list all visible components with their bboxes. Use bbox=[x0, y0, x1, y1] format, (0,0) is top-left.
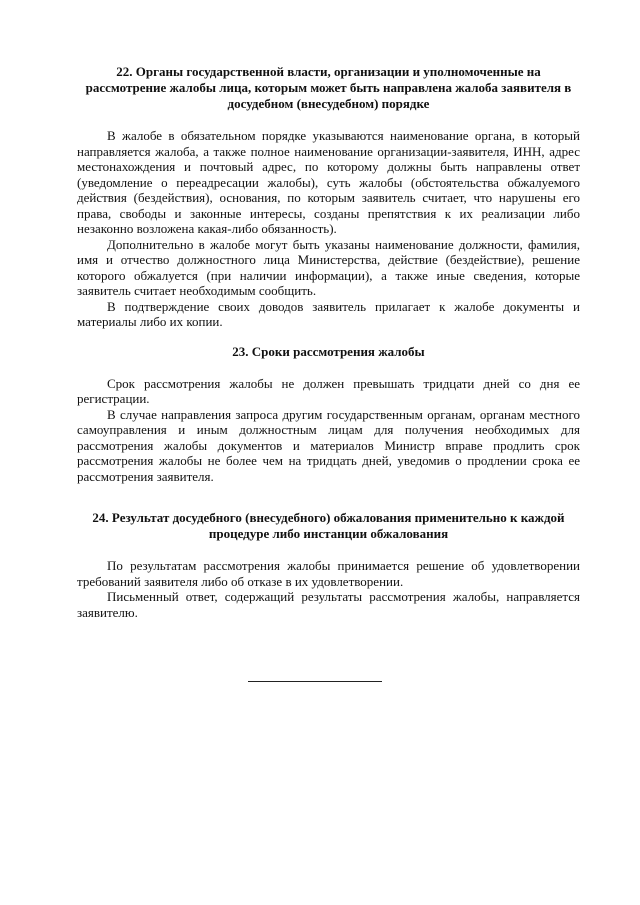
section-22-paragraph: В жалобе в обязательном порядке указываются наименование органа, в который направляется жалоба, а также полное наименование организации-заявителя, ИНН, адрес местонахождения и почтовый адрес, по которому должны быть направлены ответ (уведомление о переадресации жалобы), суть жалобы (обстоятельства обжалуемого действия (бездействия), основания, по которым заявитель считает, что нарушены его права, свободы и законные интересы, созданы препятствия к их реализации либо незаконно возложена какая-либо обязанность). bbox=[77, 128, 580, 236]
section-23-paragraph: Срок рассмотрения жалобы не должен превышать тридцати дней со дня ее регистрации. bbox=[77, 375, 580, 406]
section-24-heading: 24. Результат досудебного (внесудебного) обжалования применительно к каждой процедуре либо инстанции обжалования bbox=[92, 510, 565, 541]
section-23-paragraph: В случае направления запроса другим государственным органам, органам местного самоуправления и иным должностным лицам для получения необходимых для рассмотрения жалобы документов и материалов Министр вправе продлить срок рассмотрения жалобы не более чем на тридцать дней, уведомив о продлении срока ее рассмотрения заявителя. bbox=[77, 406, 580, 484]
section-22-heading: 22. Органы государственной власти, организации и уполномоченные на рассмотрение жалобы лица, которым может быть направлена жалоба заявителя в досудебном (внесудебном) порядке bbox=[85, 64, 572, 111]
section-23-heading: 23. Сроки рассмотрения жалобы bbox=[232, 343, 425, 359]
section-24-paragraph: Письменный ответ, содержащий результаты рассмотрения жалобы, направляется заявителю. bbox=[77, 589, 580, 620]
section-24 bbox=[77, 510, 580, 620]
section-24-paragraph: По результатам рассмотрения жалобы принимается решение об удовлетворении требований заявителя либо об отказе в их удовлетворении. bbox=[77, 558, 580, 589]
closing-rule bbox=[248, 681, 382, 682]
document-page bbox=[77, 64, 580, 620]
section-23 bbox=[77, 344, 580, 485]
section-22 bbox=[77, 64, 580, 330]
section-22-paragraph: В подтверждение своих доводов заявитель прилагает к жалобе документы и материалы либо их копии. bbox=[77, 298, 580, 329]
section-22-paragraph: Дополнительно в жалобе могут быть указаны наименование должности, фамилия, имя и отчество должностного лица Министерства, действие (бездействие), решение которого обжалуется (при наличии информации), а также иные сведения, которые заявитель считает необходимым сообщить. bbox=[77, 236, 580, 298]
